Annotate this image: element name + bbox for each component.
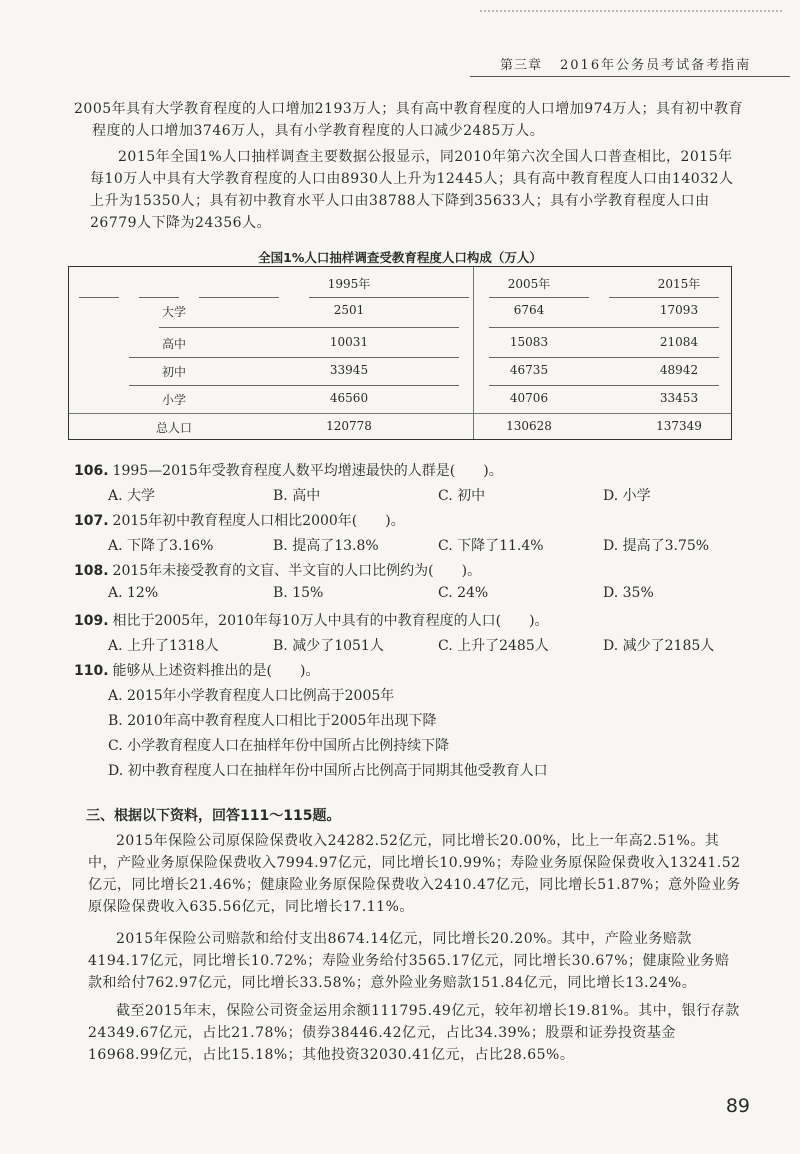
table-row <box>69 335 731 363</box>
option-a[interactable]: A. 2015年小学教育程度人口比例高于2005年 <box>108 688 395 704</box>
cell-value: 120778 <box>326 419 372 433</box>
education-table <box>68 266 732 440</box>
cell-value: 33945 <box>329 363 369 377</box>
option-d[interactable]: D. 减少了2185人 <box>603 638 715 654</box>
cell-value: 2501 <box>333 303 365 317</box>
option-c[interactable]: C. 小学教育程度人口在抽样年份中国所占比例持续下降 <box>108 738 450 754</box>
question-110 <box>74 660 319 680</box>
question-number: 106. <box>74 463 109 479</box>
cell-value: 130628 <box>506 419 552 433</box>
cell-value: 48942 <box>659 363 699 377</box>
table-total-row <box>69 419 731 447</box>
section-heading: 三、根据以下资料，回答111～115题。 <box>86 808 341 824</box>
cell-value: 46735 <box>509 363 549 377</box>
page-number: 89 <box>725 1095 750 1117</box>
cell-value: 40706 <box>509 391 549 405</box>
question-106 <box>74 460 503 480</box>
question-107 <box>74 510 405 530</box>
options-106 <box>108 485 748 505</box>
option-a[interactable]: A. 12% <box>108 585 159 601</box>
option-c[interactable]: C. 下降了11.4% <box>438 538 544 554</box>
question-text: 1995—2015年受教育程度人数平均增速最快的人群是( )。 <box>112 463 503 479</box>
question-text: 能够从上述资料推出的是( )。 <box>112 663 320 679</box>
question-number: 110. <box>74 663 109 679</box>
paragraph-2005-stats: 2005年具有大学教育程度的人口增加2193万人；具有高中教育程度的人口增加974万人；具有初中教育程度的人口增加3746万人，具有小学教育程度的人口减少2485万人。 <box>74 101 743 139</box>
book-title: 2016年公务员考试备考指南 <box>560 58 752 73</box>
cell-value: 15083 <box>509 335 549 349</box>
cell-value: 33453 <box>659 391 699 405</box>
question-109 <box>74 610 549 630</box>
option-b[interactable]: B. 2010年高中教育程度人口相比于2005年出现下降 <box>108 713 437 729</box>
paragraph-claims: 2015年保险公司赔款和给付支出8674.14亿元，同比增长20.20%。其中，产险业务赔款4194.17亿元，同比增长10.72%；寿险业务给付3565.17亿元，同比增长30.67%；健康险业务赔款和给付762.97亿元，同比增长33.58%；意外险业务赔款151.84亿元，同比增长13.24%。 <box>88 931 730 991</box>
top-dotted-rule <box>480 10 782 12</box>
options-108 <box>108 585 748 605</box>
options-107 <box>108 535 748 555</box>
option-a[interactable]: A. 大学 <box>108 488 156 504</box>
running-header <box>470 50 790 77</box>
option-d[interactable]: D. 小学 <box>603 488 651 504</box>
col-header-1995: 1995年 <box>327 277 371 291</box>
question-text: 相比于2005年，2010年每10万人中具有的中教育程度的人口( )。 <box>112 613 549 629</box>
option-b[interactable]: B. 减少了1051人 <box>273 638 384 654</box>
paragraph-fund-usage: 截至2015年末，保险公司资金运用余额111795.49亿元，较年初增长19.81%。其中，银行存款24349.67亿元，占比21.78%；债券38446.42亿元，占比34.39%；股票和证券投资基金16968.99亿元，占比15.18%；其他投资32030.41亿元，占比28.65%。 <box>88 1003 740 1063</box>
question-number: 109. <box>74 613 109 629</box>
option-b[interactable]: B. 15% <box>273 585 324 601</box>
question-text: 2015年初中教育程度人口相比2000年( )。 <box>112 513 405 529</box>
question-number: 107. <box>74 513 109 529</box>
row-label: 高中 <box>161 337 186 351</box>
cell-value: 10031 <box>329 335 369 349</box>
row-label: 初中 <box>161 365 186 379</box>
question-number: 108. <box>74 563 109 579</box>
table-header-row <box>69 275 731 303</box>
option-c[interactable]: C. 初中 <box>438 488 486 504</box>
chapter-label: 第三章 <box>500 58 543 73</box>
option-d[interactable]: D. 35% <box>603 585 654 601</box>
col-header-2015: 2015年 <box>657 277 701 291</box>
table-row <box>69 363 731 391</box>
options-109 <box>108 635 748 655</box>
table-row <box>69 391 731 419</box>
option-c[interactable]: C. 24% <box>438 585 489 601</box>
cell-value: 6764 <box>513 303 545 317</box>
option-a[interactable]: A. 上升了1318人 <box>108 638 219 654</box>
option-d[interactable]: D. 初中教育程度人口在抽样年份中国所占比例高于同期其他受教育人口 <box>108 763 548 779</box>
cell-value: 21084 <box>659 335 699 349</box>
row-label: 小学 <box>161 393 186 407</box>
paragraph-premium-income: 2015年保险公司原保险保费收入24282.52亿元，同比增长20.00%，比上一年高2.51%。其中，产险业务原保险保费收入7994.97亿元，同比增长10.99%；寿险业务原保险保费收入13241.52亿元，同比增长21.46%；健康险业务原保险保费收入2410.47亿元，同比增长51.87%；意外险业务原保险保费收入635.56亿元，同比增长17.11%。 <box>88 833 741 915</box>
row-label: 总人口 <box>155 421 192 435</box>
option-d[interactable]: D. 提高了3.75% <box>603 538 710 554</box>
table-caption: 全国1%人口抽样调查受教育程度人口构成（万人） <box>258 250 542 265</box>
col-header-2005: 2005年 <box>507 277 551 291</box>
paragraph-2015-survey: 2015年全国1%人口抽样调查主要数据公报显示，同2010年第六次全国人口普查相比，2015年每10万人中具有大学教育程度的人口由8930人上升为12445人；具有高中教育程度人口由14032人上升为15350人；具有初中教育水平人口由38788人下降到35633人；具有小学教育程度人口由26779人下降为24356人。 <box>90 149 734 231</box>
option-b[interactable]: B. 高中 <box>273 488 321 504</box>
option-a[interactable]: A. 下降了3.16% <box>108 538 214 554</box>
option-c[interactable]: C. 上升了2485人 <box>438 638 549 654</box>
question-108 <box>74 560 481 580</box>
cell-value: 46560 <box>329 391 369 405</box>
row-label: 大学 <box>161 305 186 319</box>
cell-value: 137349 <box>656 419 702 433</box>
option-b[interactable]: B. 提高了13.8% <box>273 538 379 554</box>
cell-value: 17093 <box>659 303 699 317</box>
question-text: 2015年未接受教育的文盲、半文盲的人口比例约为( )。 <box>112 563 482 579</box>
